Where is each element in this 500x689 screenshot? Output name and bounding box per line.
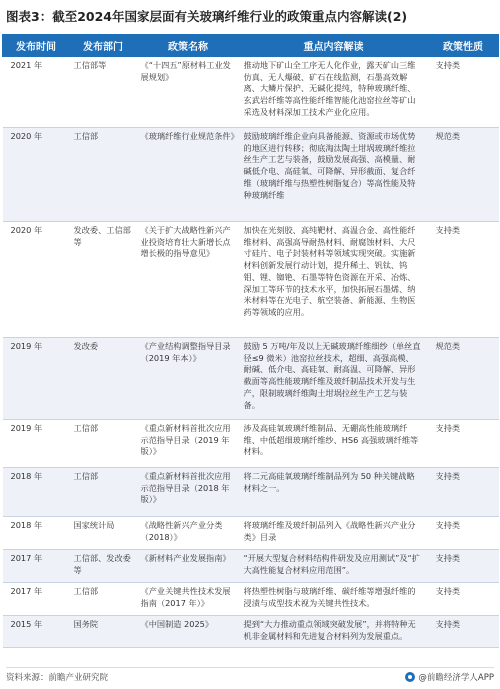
cell-content: 加快在光刻胶、高纯靶材、高温合金、高性能纤维材料、高强高导耐热材料、耐腐蚀材料、大尺寸硅片、电子封装材料等领域实现突破。实施新材料创新发展行动计划，提升稀土、钒钛、钨钼、锂、铷铯、石墨等特色资源在开采、冶炼、深加工等环节的技术水平，加快拓展石墨烯、纳米材料等在光电子、航空装备、新能源、生物医药等领域的应用。 xyxy=(240,222,428,338)
cell-year: 2017 年 xyxy=(3,583,70,616)
cell-content: 提到“大力推动重点领域突破发展”，并将特种无机非金属材料和先进复合材料列为发展重点。 xyxy=(240,616,428,648)
cell-name: 《中国制造 2025》 xyxy=(137,616,240,648)
cell-dept: 发改委、工信部等 xyxy=(70,222,137,338)
table-row xyxy=(3,583,499,616)
cell-type: 支持类 xyxy=(428,583,499,616)
cell-dept: 工信部 xyxy=(70,128,137,222)
cell-content: 推动地下矿山全工序无人化作业，露天矿山三维仿真、无人爆破、矿石在线监测，石墨高效解离、大鳞片保护、无碱化提纯，特种玻璃纤维、玄武岩纤维等高性能纤维智能化池窑拉丝等矿山采选及材料深加工技术产业化应用。 xyxy=(240,57,428,128)
cell-content: 将二元高硅氧玻璃纤维制品列为 50 种关键战略材料之一。 xyxy=(240,468,428,517)
cell-name: 《关于扩大战略性新兴产业投资培育壮大新增长点增长极的指导意见》 xyxy=(137,222,240,338)
cell-dept: 国务院 xyxy=(70,616,137,648)
header-policy-type: 政策性质 xyxy=(428,35,499,57)
table-row xyxy=(3,420,499,468)
cell-name: 《产业结构调整指导目录（2019 年本）》 xyxy=(137,338,240,420)
source-note: 资料来源：前瞻产业研究院 xyxy=(6,672,109,683)
cell-type: 支持类 xyxy=(428,468,499,517)
brand-credit xyxy=(405,671,494,683)
table-row xyxy=(3,517,499,550)
cell-year: 2020 年 xyxy=(3,128,70,222)
cell-type: 支持类 xyxy=(428,222,499,338)
qianzhan-logo-icon xyxy=(405,672,415,682)
cell-content: “开展大型复合材料结构件研发及应用测试”及“扩大高性能复合材料应用范围”。 xyxy=(240,550,428,583)
cell-year: 2018 年 xyxy=(3,468,70,517)
cell-dept: 工信部 xyxy=(70,468,137,517)
page-title: 图表3：截至2024年国家层面有关玻璃纤维行业的政策重点内容解读(2) xyxy=(6,9,408,24)
cell-dept: 国家统计局 xyxy=(70,517,137,550)
cell-type: 支持类 xyxy=(428,550,499,583)
cell-name: 《重点新材料首批次应用示范指导目录（2018 年版）》 xyxy=(137,468,240,517)
table-row xyxy=(3,616,499,648)
cell-name: 《战略性新兴产业分类（2018）》 xyxy=(137,517,240,550)
cell-year: 2021 年 xyxy=(3,57,70,128)
brand-label: @前瞻经济学人APP xyxy=(418,672,494,683)
cell-year: 2017 年 xyxy=(3,550,70,583)
header-department: 发布部门 xyxy=(70,35,137,57)
cell-year: 2020 年 xyxy=(3,222,70,338)
header-policy-name: 政策名称 xyxy=(137,35,240,57)
cell-dept: 工信部 xyxy=(70,420,137,468)
table-row xyxy=(3,468,499,517)
cell-dept: 发改委 xyxy=(70,338,137,420)
cell-name: 《产业关键共性技术发展指南（2017 年）》 xyxy=(137,583,240,616)
cell-type: 支持类 xyxy=(428,616,499,648)
cell-year: 2015 年 xyxy=(3,616,70,648)
footer xyxy=(6,667,494,685)
cell-content: 鼓励 5 万吨/年及以上无碱玻璃纤维细纱（单丝直径≤9 微米）池窑拉丝技术，超细、高强高模、耐碱、低介电、高硅氧、耐高温、可降解、异形截面等高性能玻璃纤维及玻纤制品技术开发与生产，限制玻璃纤维陶土坩埚拉丝生产工艺与装备。 xyxy=(240,338,428,420)
table-row xyxy=(3,338,499,420)
table-header-row xyxy=(3,35,499,57)
header-key-content: 重点内容解读 xyxy=(240,35,428,57)
cell-year: 2019 年 xyxy=(3,420,70,468)
cell-type: 规范类 xyxy=(428,338,499,420)
cell-dept: 工信部 xyxy=(70,583,137,616)
table-row xyxy=(3,128,499,222)
cell-type: 支持类 xyxy=(428,57,499,128)
cell-name: 《新材料产业发展指南》 xyxy=(137,550,240,583)
cell-type: 规范类 xyxy=(428,128,499,222)
cell-type: 支持类 xyxy=(428,517,499,550)
cell-dept: 工信部等 xyxy=(70,57,137,128)
cell-name: 《“十四五”原材料工业发展规划》 xyxy=(137,57,240,128)
cell-content: 涉及高硅氧玻璃纤维制品、无硼高性能玻璃纤维、中低超细玻璃纤维纱、HS6 高强玻璃纤维等材料。 xyxy=(240,420,428,468)
header-release-time: 发布时间 xyxy=(3,35,70,57)
table-row xyxy=(3,550,499,583)
cell-content: 将热塑性树脂与玻璃纤维、碳纤维等增强纤维的浸渍与成型技术视为关键共性技术。 xyxy=(240,583,428,616)
table-row xyxy=(3,57,499,128)
cell-content: 将玻璃纤维及玻纤制品列入《战略性新兴产业分类》目录 xyxy=(240,517,428,550)
policy-table xyxy=(2,34,499,648)
cell-name: 《重点新材料首批次应用示范指导目录（2019 年版）》 xyxy=(137,420,240,468)
cell-type: 支持类 xyxy=(428,420,499,468)
cell-year: 2019 年 xyxy=(3,338,70,420)
cell-dept: 工信部、发改委等 xyxy=(70,550,137,583)
cell-content: 鼓励玻璃纤维企业向具备能源、资源或市场优势的地区进行转移；彻底淘汰陶土坩埚玻璃纤维拉丝生产工艺与装备，鼓励发展高强、高模量、耐碱低介电、高硅氧、可降解、异形截面、复合纤维（玻璃纤维与热塑性树脂复合）等高性能及特种玻璃纤维 xyxy=(240,128,428,222)
table-row xyxy=(3,222,499,338)
cell-year: 2018 年 xyxy=(3,517,70,550)
cell-name: 《玻璃纤维行业规范条件》 xyxy=(137,128,240,222)
